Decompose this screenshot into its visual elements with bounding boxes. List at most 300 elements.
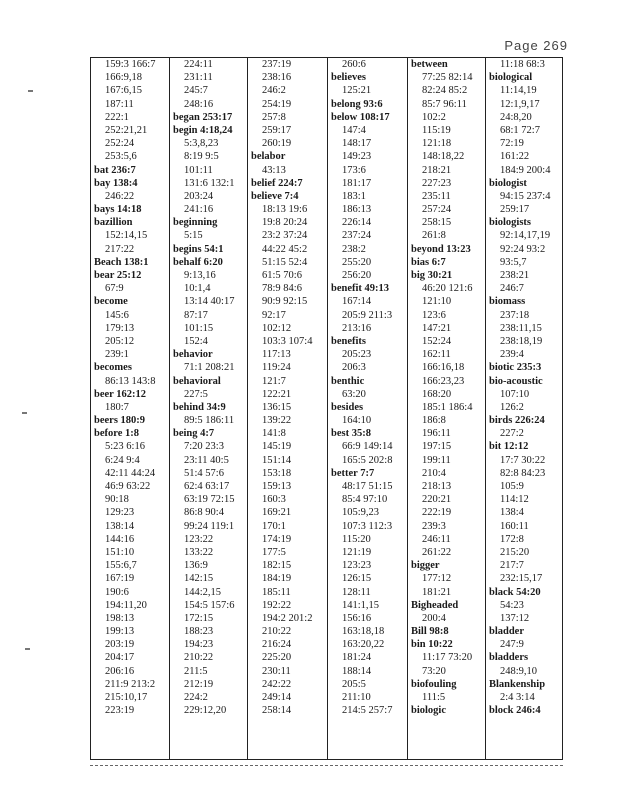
index-locator-entry: 141:8 [262, 428, 286, 440]
index-locator-entry: 220:21 [422, 494, 452, 506]
index-locator-entry: 218:13 [422, 481, 452, 492]
index-locator-entry: 144:16 [105, 533, 135, 545]
index-locator-entry: 229:12,20 [184, 705, 227, 717]
index-locator-entry: 225:20 [262, 652, 292, 664]
index-locator-entry: 90:9 92:15 [262, 296, 308, 308]
index-locator-entry: 238:21 [500, 270, 530, 281]
index-headword-entry: big 30:21 [411, 270, 453, 281]
index-locator-entry: 93:5,7 [500, 256, 527, 268]
index-headword-entry: bladders [489, 652, 529, 664]
index-locator-entry: 192:22 [262, 599, 292, 611]
index-headword-entry: biologic [411, 705, 447, 717]
index-headword-entry: begins 54:1 [173, 243, 224, 255]
index-locator-entry: 238:11,15 [500, 322, 542, 334]
index-locator-entry: 148:18,22 [422, 151, 465, 163]
index-locator-entry: 151:10 [105, 546, 135, 558]
index-headword-entry: bays 14:18 [94, 204, 142, 216]
index-headword-entry: become [94, 296, 128, 308]
bottom-rule [90, 765, 563, 766]
index-locator-entry: 153:18 [262, 467, 292, 479]
index-headword-entry: believes [331, 72, 366, 84]
index-locator-entry: 205:5 [342, 678, 366, 690]
index-locator-entry: 259:17 [500, 204, 530, 216]
index-headword-entry: bio-acoustic [489, 375, 543, 387]
index-locator-entry: 257:24 [422, 204, 452, 216]
index-locator-entry: 42:11 44:24 [105, 467, 156, 479]
index-locator-entry: 259:17 [262, 124, 292, 136]
index-locator-entry: 227:5 [184, 388, 208, 400]
index-locator-entry: 211:9 213:2 [105, 678, 156, 690]
index-headword-entry: Bill 98:8 [411, 626, 449, 638]
index-headword-entry: bay 138:4 [94, 177, 138, 189]
index-locator-entry: 66:9 149:14 [342, 441, 393, 453]
index-locator-entry: 126:2 [500, 401, 524, 413]
index-locator-entry: 117:13 [262, 349, 291, 361]
index-locator-entry: 92:17 [262, 309, 286, 321]
index-locator-entry: 223:19 [105, 705, 135, 717]
index-headword-entry: belabor [251, 151, 286, 163]
index-locator-entry: 199:13 [105, 626, 135, 638]
index-headword-entry: better 7:7 [331, 467, 375, 479]
index-headword-entry: bladder [489, 626, 525, 638]
index-locator-entry: 111:5 [422, 692, 446, 703]
index-locator-entry: 235:11 [422, 190, 451, 202]
index-locator-entry: 231:11 [184, 72, 213, 84]
index-locator-entry: 260:19 [262, 138, 292, 150]
index-locator-entry: 170:1 [262, 520, 286, 532]
index-locator-entry: 46:20 121:6 [422, 283, 473, 295]
index-locator-entry: 138:4 [500, 507, 524, 519]
index-headword-entry: biotic 235:3 [489, 362, 542, 374]
index-locator-entry: 12:1,9,17 [500, 98, 540, 110]
index-locator-entry: 224:11 [184, 59, 213, 70]
index-locator-entry: 196:11 [422, 428, 451, 440]
index-locator-entry: 167:19 [105, 573, 135, 585]
index-locator-entry: 102:12 [262, 322, 292, 334]
index-locator-entry: 136:15 [262, 401, 292, 413]
index-locator-entry: 107:10 [500, 388, 530, 400]
index-locator-entry: 238:18,19 [500, 335, 543, 347]
index-locator-entry: 152:24 [422, 335, 452, 347]
index-locator-entry: 89:5 186:11 [184, 415, 235, 427]
scan-mark [22, 412, 27, 414]
index-locator-entry: 174:19 [262, 533, 292, 545]
index-locator-entry: 9:13,16 [184, 270, 216, 281]
index-locator-entry: 217:7 [500, 560, 524, 572]
index-locator-entry: 227:23 [422, 177, 452, 189]
index-headword-entry: bear 25:12 [94, 270, 142, 281]
index-locator-entry: 181:21 [422, 586, 452, 598]
index-headword-entry: biologists [489, 217, 532, 229]
index-locator-entry: 239:3 [422, 520, 446, 532]
index-locator-entry: 5:15 [184, 230, 203, 242]
index-locator-entry: 145:6 [105, 309, 129, 321]
index-locator-entry: 194:2 201:2 [262, 612, 313, 624]
index-locator-entry: 261:8 [422, 230, 446, 242]
index-locator-entry: 51:15 52:4 [262, 256, 308, 268]
index-headword-entry: birds 226:24 [489, 415, 545, 427]
index-locator-entry: 239:1 [105, 349, 129, 361]
index-locator-entry: 194:23 [184, 639, 214, 651]
index-locator-entry: 183:1 [342, 190, 366, 202]
index-locator-entry: 160:11 [500, 520, 529, 532]
index-locator-entry: 164:10 [342, 415, 372, 427]
index-locator-entry: 142:15 [184, 573, 214, 585]
index-locator-entry: 131:6 132:1 [184, 177, 235, 189]
index-locator-entry: 156:16 [342, 612, 372, 624]
index-locator-entry: 139:22 [262, 415, 292, 427]
index-locator-entry: 78:9 84:6 [262, 283, 302, 295]
index-locator-entry: 133:22 [184, 546, 214, 558]
index-locator-entry: 125:21 [342, 85, 372, 97]
index-locator-entry: 63:20 [342, 388, 366, 400]
index-locator-entry: 82:8 84:23 [500, 467, 546, 479]
index-locator-entry: 129:23 [105, 507, 135, 519]
index-headword-entry: bazillion [94, 217, 133, 229]
index-locator-entry: 147:21 [422, 322, 452, 334]
index-locator-entry: 165:5 202:8 [342, 454, 393, 466]
index-locator-entry: 105:9 [500, 481, 524, 492]
index-locator-entry: 123:6 [422, 309, 446, 321]
index-locator-entry: 155:6,7 [105, 560, 137, 572]
index-headword-entry: block 246:4 [489, 705, 541, 717]
index-locator-entry: 168:20 [422, 388, 452, 400]
index-locator-entry: 23:2 37:24 [262, 230, 308, 242]
index-locator-entry: 258:14 [262, 705, 292, 717]
index-headword-entry: biomass [489, 296, 526, 308]
index-locator-entry: 166:16,18 [422, 362, 465, 374]
index-locator-entry: 68:1 72:7 [500, 124, 540, 136]
index-locator-entry: 203:19 [105, 639, 135, 651]
index-locator-entry: 239:4 [500, 349, 524, 361]
index-locator-entry: 179:13 [105, 322, 135, 334]
index-locator-entry: 246:11 [422, 533, 451, 545]
index-headword-entry: behind 34:9 [173, 401, 226, 413]
index-locator-entry: 13:14 40:17 [184, 296, 235, 308]
index-headword-entry: begin 4:18,24 [173, 124, 233, 136]
index-locator-entry: 61:5 70:6 [262, 270, 302, 281]
index-locator-entry: 5:23 6:16 [105, 441, 145, 453]
index-column-5 [407, 58, 485, 759]
index-locator-entry: 210:22 [262, 626, 292, 638]
index-locator-entry: 257:8 [262, 111, 286, 123]
index-locator-entry: 154:5 157:6 [184, 599, 235, 611]
index-locator-entry: 90:18 [105, 494, 129, 506]
index-locator-entry: 255:20 [342, 256, 372, 268]
page-number: Page 269 [504, 38, 568, 53]
index-locator-entry: 123:23 [342, 560, 372, 572]
index-locator-entry: 177:12 [422, 573, 452, 585]
index-headword-entry: believe 7:4 [251, 190, 299, 202]
index-locator-entry: 261:22 [422, 546, 452, 558]
index-headword-entry: behalf 6:20 [173, 256, 223, 268]
index-locator-entry: 237:18 [500, 309, 530, 321]
index-locator-entry: 11:18 68:3 [500, 59, 545, 70]
index-locator-entry: 115:19 [422, 124, 451, 136]
index-locator-entry: 242:22 [262, 678, 292, 690]
index-locator-entry: 7:20 23:3 [184, 441, 224, 453]
index-locator-entry: 186:13 [342, 204, 372, 216]
index-headword-entry: belong 93:6 [331, 98, 383, 110]
index-locator-entry: 260:6 [342, 59, 366, 70]
index-headword-entry: beginning [173, 217, 218, 229]
index-locator-entry: 222:1 [105, 111, 129, 123]
index-headword-entry: behavioral [173, 375, 221, 387]
index-locator-entry: 211:5 [184, 665, 208, 677]
index-headword-entry: black 54:20 [489, 586, 541, 598]
index-locator-entry: 211:10 [342, 692, 371, 703]
index-locator-entry: 254:19 [262, 98, 292, 110]
index-locator-entry: 246:22 [105, 190, 135, 202]
index-locator-entry: 222:19 [422, 507, 452, 519]
index-locator-entry: 6:24 9:4 [105, 454, 140, 466]
index-locator-entry: 148:17 [342, 138, 372, 150]
index-headword-entry: behavior [173, 349, 213, 361]
index-headword-entry: benthic [331, 375, 365, 387]
index-locator-entry: 160:3 [262, 494, 286, 506]
index-column-4 [327, 58, 407, 759]
index-headword-entry: beer 162:12 [94, 388, 147, 400]
index-locator-entry: 218:21 [422, 164, 452, 176]
index-locator-entry: 163:18,18 [342, 626, 385, 638]
index-locator-entry: 115:20 [342, 533, 371, 545]
index-locator-entry: 163:20,22 [342, 639, 385, 651]
index-headword-entry: belief 224:7 [251, 177, 303, 189]
index-locator-entry: 23:11 40:5 [184, 454, 229, 466]
index-locator-entry: 94:15 237:4 [500, 190, 551, 202]
index-headword-entry: bat 236:7 [94, 164, 136, 176]
index-locator-entry: 203:24 [184, 190, 214, 202]
index-locator-entry: 138:14 [105, 520, 135, 532]
index-locator-entry: 24:8,20 [500, 111, 532, 123]
index-locator-entry: 87:17 [184, 309, 208, 321]
index-locator-entry: 226:14 [342, 217, 372, 229]
index-locator-entry: 186:8 [422, 415, 446, 427]
index-locator-entry: 126:15 [342, 573, 372, 585]
index-locator-entry: 123:22 [184, 533, 214, 545]
index-locator-entry: 215:10,17 [105, 692, 148, 703]
index-locator-entry: 5:3,8,23 [184, 138, 219, 150]
index-locator-entry: 216:24 [262, 639, 292, 651]
index-locator-entry: 184:9 200:4 [500, 164, 551, 176]
index-locator-entry: 162:11 [422, 349, 451, 361]
index-locator-entry: 206:3 [342, 362, 366, 374]
index-locator-entry: 245:7 [184, 85, 208, 97]
index-locator-entry: 10:1,4 [184, 283, 211, 295]
index-locator-entry: 122:21 [262, 388, 292, 400]
index-locator-entry: 187:11 [105, 98, 134, 110]
index-locator-entry: 194:11,20 [105, 599, 147, 611]
index-headword-entry: benefits [331, 335, 366, 347]
index-locator-entry: 230:11 [262, 665, 291, 677]
scan-mark [28, 90, 33, 92]
index-locator-entry: 121:19 [342, 546, 372, 558]
index-headword-entry: being 4:7 [173, 428, 215, 440]
index-locator-entry: 252:24 [105, 138, 135, 150]
index-locator-entry: 258:15 [422, 217, 452, 229]
index-locator-entry: 205:9 211:3 [342, 309, 393, 321]
index-locator-entry: 102:2 [422, 111, 446, 123]
index-locator-entry: 205:12 [105, 335, 135, 347]
index-locator-entry: 19:8 20:24 [262, 217, 308, 229]
index-locator-entry: 137:12 [500, 612, 530, 624]
index-locator-entry: 152:14,15 [105, 230, 148, 242]
index-headword-entry: bigger [411, 560, 440, 572]
index-locator-entry: 77:25 82:14 [422, 72, 473, 84]
index-locator-entry: 181:24 [342, 652, 372, 664]
index-locator-entry: 173:6 [342, 164, 366, 176]
index-column-6 [485, 58, 562, 759]
index-locator-entry: 204:17 [105, 652, 135, 664]
index-locator-entry: 67:9 [105, 283, 124, 295]
index-headword-entry: bias 6:7 [411, 256, 446, 268]
index-headword-entry: biological [489, 72, 533, 84]
index-locator-entry: 63:19 72:15 [184, 494, 235, 506]
index-locator-entry: 177:5 [262, 546, 286, 558]
index-frame [90, 57, 563, 760]
index-locator-entry: 159:3 166:7 [105, 59, 156, 70]
index-locator-entry: 159:13 [262, 481, 292, 492]
index-locator-entry: 121:10 [422, 296, 452, 308]
index-locator-entry: 224:2 [184, 692, 208, 703]
index-locator-entry: 54:23 [500, 599, 524, 611]
index-locator-entry: 238:2 [342, 243, 366, 255]
index-locator-entry: 151:14 [262, 454, 292, 466]
index-headword-entry: below 108:17 [331, 111, 390, 123]
index-locator-entry: 182:15 [262, 560, 292, 572]
index-locator-entry: 48:17 51:15 [342, 481, 393, 492]
index-column-1 [91, 58, 169, 759]
index-locator-entry: 147:4 [342, 124, 366, 136]
index-locator-entry: 166:23,23 [422, 375, 465, 387]
index-locator-entry: 136:9 [184, 560, 208, 572]
index-locator-entry: 43:13 [262, 164, 286, 176]
index-locator-entry: 167:14 [342, 296, 372, 308]
index-locator-entry: 246:2 [262, 85, 286, 97]
index-locator-entry: 210:22 [184, 652, 214, 664]
index-locator-entry: 11:14,19 [500, 85, 537, 97]
index-locator-entry: 217:22 [105, 243, 135, 255]
index-locator-entry: 184:19 [262, 573, 292, 585]
index-locator-entry: 215:20 [500, 546, 530, 558]
index-locator-entry: 73:20 [422, 665, 446, 677]
index-locator-entry: 246:7 [500, 283, 524, 295]
index-locator-entry: 51:4 57:6 [184, 467, 224, 479]
index-locator-entry: 149:23 [342, 151, 372, 163]
index-locator-entry: 105:9,23 [342, 507, 380, 519]
index-locator-entry: 185:11 [262, 586, 291, 598]
index-locator-entry: 197:15 [422, 441, 452, 453]
index-locator-entry: 86:13 143:8 [105, 375, 156, 387]
index-locator-entry: 198:13 [105, 612, 135, 624]
index-locator-entry: 82:24 85:2 [422, 85, 468, 97]
index-headword-entry: biologist [489, 177, 527, 189]
index-headword-entry: Blankenship [489, 678, 546, 690]
index-locator-entry: 206:16 [105, 665, 135, 677]
index-locator-entry: 92:24 93:2 [500, 243, 546, 255]
index-locator-entry: 172:15 [184, 612, 214, 624]
index-locator-entry: 200:4 [422, 612, 446, 624]
index-locator-entry: 17:7 30:22 [500, 454, 546, 466]
index-locator-entry: 241:16 [184, 204, 214, 216]
index-headword-entry: becomes [94, 362, 132, 374]
index-locator-entry: 213:16 [342, 322, 372, 334]
index-locator-entry: 107:3 112:3 [342, 520, 393, 532]
index-locator-entry: 237:19 [262, 59, 292, 70]
index-locator-entry: 247:9 [500, 639, 524, 651]
index-locator-entry: 253:5,6 [105, 151, 137, 163]
index-locator-entry: 248:16 [184, 98, 214, 110]
index-locator-entry: 72:19 [500, 138, 524, 150]
index-locator-entry: 2:4 3:14 [500, 692, 535, 703]
index-locator-entry: 227:2 [500, 428, 524, 440]
index-headword-entry: benefit 49:13 [331, 283, 390, 295]
index-locator-entry: 237:24 [342, 230, 372, 242]
index-headword-entry: Beach 138:1 [94, 256, 149, 268]
index-headword-entry: beyond 13:23 [411, 243, 471, 255]
index-locator-entry: 85:7 96:11 [422, 98, 467, 110]
index-locator-entry: 172:8 [500, 533, 524, 545]
index-locator-entry: 103:3 107:4 [262, 335, 313, 347]
index-headword-entry: besides [331, 401, 364, 413]
index-headword-entry: beers 180:9 [94, 415, 146, 427]
index-locator-entry: 210:4 [422, 467, 446, 479]
index-locator-entry: 238:16 [262, 72, 292, 84]
index-locator-entry: 114:12 [500, 494, 529, 506]
index-headword-entry: best 35:8 [331, 428, 371, 440]
index-locator-entry: 232:15,17 [500, 573, 543, 585]
index-locator-entry: 92:14,17,19 [500, 230, 551, 242]
index-headword-entry: between [411, 59, 448, 70]
index-locator-entry: 86:8 90:4 [184, 507, 224, 519]
index-column-3 [247, 58, 327, 759]
index-locator-entry: 101:15 [184, 322, 214, 334]
index-locator-entry: 85:4 97:10 [342, 494, 388, 506]
index-locator-entry: 181:17 [342, 177, 372, 189]
index-locator-entry: 199:11 [422, 454, 451, 466]
index-column-2 [169, 58, 247, 759]
index-locator-entry: 121:7 [262, 375, 286, 387]
index-locator-entry: 166:9,18 [105, 72, 143, 84]
index-locator-entry: 152:4 [184, 335, 208, 347]
index-locator-entry: 101:11 [184, 164, 213, 176]
index-locator-entry: 71:1 208:21 [184, 362, 235, 374]
index-locator-entry: 119:24 [262, 362, 291, 374]
index-locator-entry: 18:13 19:6 [262, 204, 308, 216]
index-locator-entry: 256:20 [342, 270, 372, 281]
index-locator-entry: 62:4 63:17 [184, 481, 230, 492]
index-locator-entry: 46:9 63:22 [105, 481, 151, 492]
index-locator-entry: 99:24 119:1 [184, 520, 235, 532]
index-locator-entry: 141:1,15 [342, 599, 380, 611]
index-locator-entry: 252:21,21 [105, 124, 148, 136]
index-locator-entry: 169:21 [262, 507, 292, 519]
index-locator-entry: 167:6,15 [105, 85, 143, 97]
index-locator-entry: 11:17 73:20 [422, 652, 473, 664]
index-locator-entry: 190:6 [105, 586, 129, 598]
index-locator-entry: 180:7 [105, 401, 129, 413]
index-headword-entry: biofouling [411, 678, 457, 690]
index-locator-entry: 8:19 9:5 [184, 151, 219, 163]
index-locator-entry: 161:22 [500, 151, 530, 163]
index-locator-entry: 248:9,10 [500, 665, 538, 677]
index-locator-entry: 145:19 [262, 441, 292, 453]
index-locator-entry: 214:5 257:7 [342, 705, 393, 717]
index-locator-entry: 249:14 [262, 692, 292, 703]
index-locator-entry: 128:11 [342, 586, 371, 598]
index-locator-entry: 44:22 45:2 [262, 243, 308, 255]
index-headword-entry: bit 12:12 [489, 441, 529, 453]
